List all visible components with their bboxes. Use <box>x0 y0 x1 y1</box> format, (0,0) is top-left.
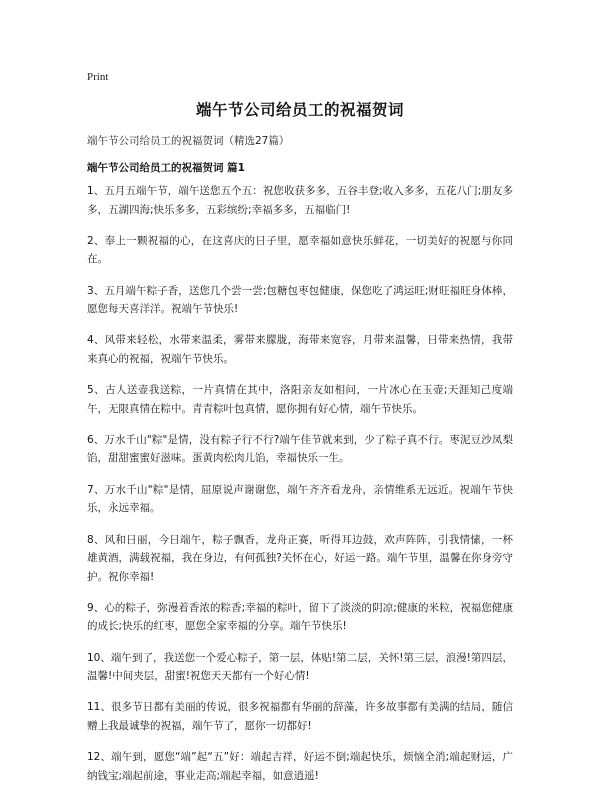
paragraph: 8、风和日丽，今日端午，粽子飘香，龙舟正赛，听得耳边鼓，欢声阵阵，引我情愫，一杯雄黄酒，满载祝福，我在身边，有何孤独?关怀在心，好运一路。端午节里，温馨在你身旁守护。祝你幸福! <box>87 533 513 583</box>
paragraph: 2、奉上一颗祝福的心，在这喜庆的日子里，愿幸福如意快乐鲜花，一切美好的祝愿与你同在。 <box>87 234 513 266</box>
paragraph: 4、风带来轻松，水带来温柔，雾带来朦胧，海带来宽容，月带来温馨，日带来热情，我带来真心的祝福，祝端午节快乐。 <box>87 334 513 365</box>
paragraph: 12、端午到，愿您“端”起“五”好：端起吉祥，好运不倒;端起快乐，烦恼全消;端起财运，广纳钱宝;端起前途，事业走高;端起幸福，如意逍遥! <box>87 751 513 782</box>
section-heading: 端午节公司给员工的祝福贺词 篇1 <box>87 162 245 174</box>
paragraph: 3、五月端午粽子香，送您几个尝一尝;包糖包枣包健康，保您吃了鸿运旺;财旺福旺身体棒，愿您每天喜洋洋。祝端午节快乐! <box>87 284 513 316</box>
paragraph: 11、很多节日都有美丽的传说，很多祝福都有华丽的辞藻，许多故事都有美满的结局，随信赠上我最诚挚的祝福，端午节了，愿你一切都好! <box>87 701 513 732</box>
document-subtitle: 端午节公司给员工的祝福贺词（精选27篇） <box>87 135 290 147</box>
paragraph: 5、古人送壶我送粽，一片真情在其中，洛阳亲友如相问，一片冰心在玉壶;天涯知己度端午，无限真情在粽中。青青粽叶包真情，愿你拥有好心情，端午节快乐。 <box>87 384 513 415</box>
print-link[interactable]: Print <box>87 71 109 83</box>
paragraph: 9、心的粽子，弥漫着香浓的粽香;幸福的粽叶，留下了淡淡的阴凉;健康的米粒，祝福您健康的成长;快乐的红枣，愿您全家幸福的分享。端午节快乐! <box>87 601 513 633</box>
paragraph: 10、端午到了，我送您一个爱心粽子，第一层，体贴!第二层，关怀!第三层，浪漫!第四层，温馨!中间夹层，甜蜜!祝您天天都有一个好心情! <box>87 651 513 683</box>
paragraph: 7、万水千山"粽"是情，屈原说声谢谢您，端午齐齐看龙舟，亲情维系无远近。祝端午节快乐，永远幸福。 <box>87 483 513 515</box>
paragraph-list <box>87 182 513 798</box>
page-title: 端午节公司给员工的祝福贺词 <box>195 101 404 119</box>
paragraph: 1、五月五端午节，端午送您五个五：祝您收获多多，五谷丰登;收入多多，五花八门;朋友多多，五湖四海;快乐多多，五彩缤纷;幸福多多，五福临门! <box>87 185 513 216</box>
paragraph: 6、万水千山"粽"是情，没有粽子行不行?端午佳节就来到，少了粽子真不行。枣泥豆沙凤梨馅，甜甜蜜蜜好滋味。蛋黄肉松肉儿馅，幸福快乐一生。 <box>87 433 513 465</box>
